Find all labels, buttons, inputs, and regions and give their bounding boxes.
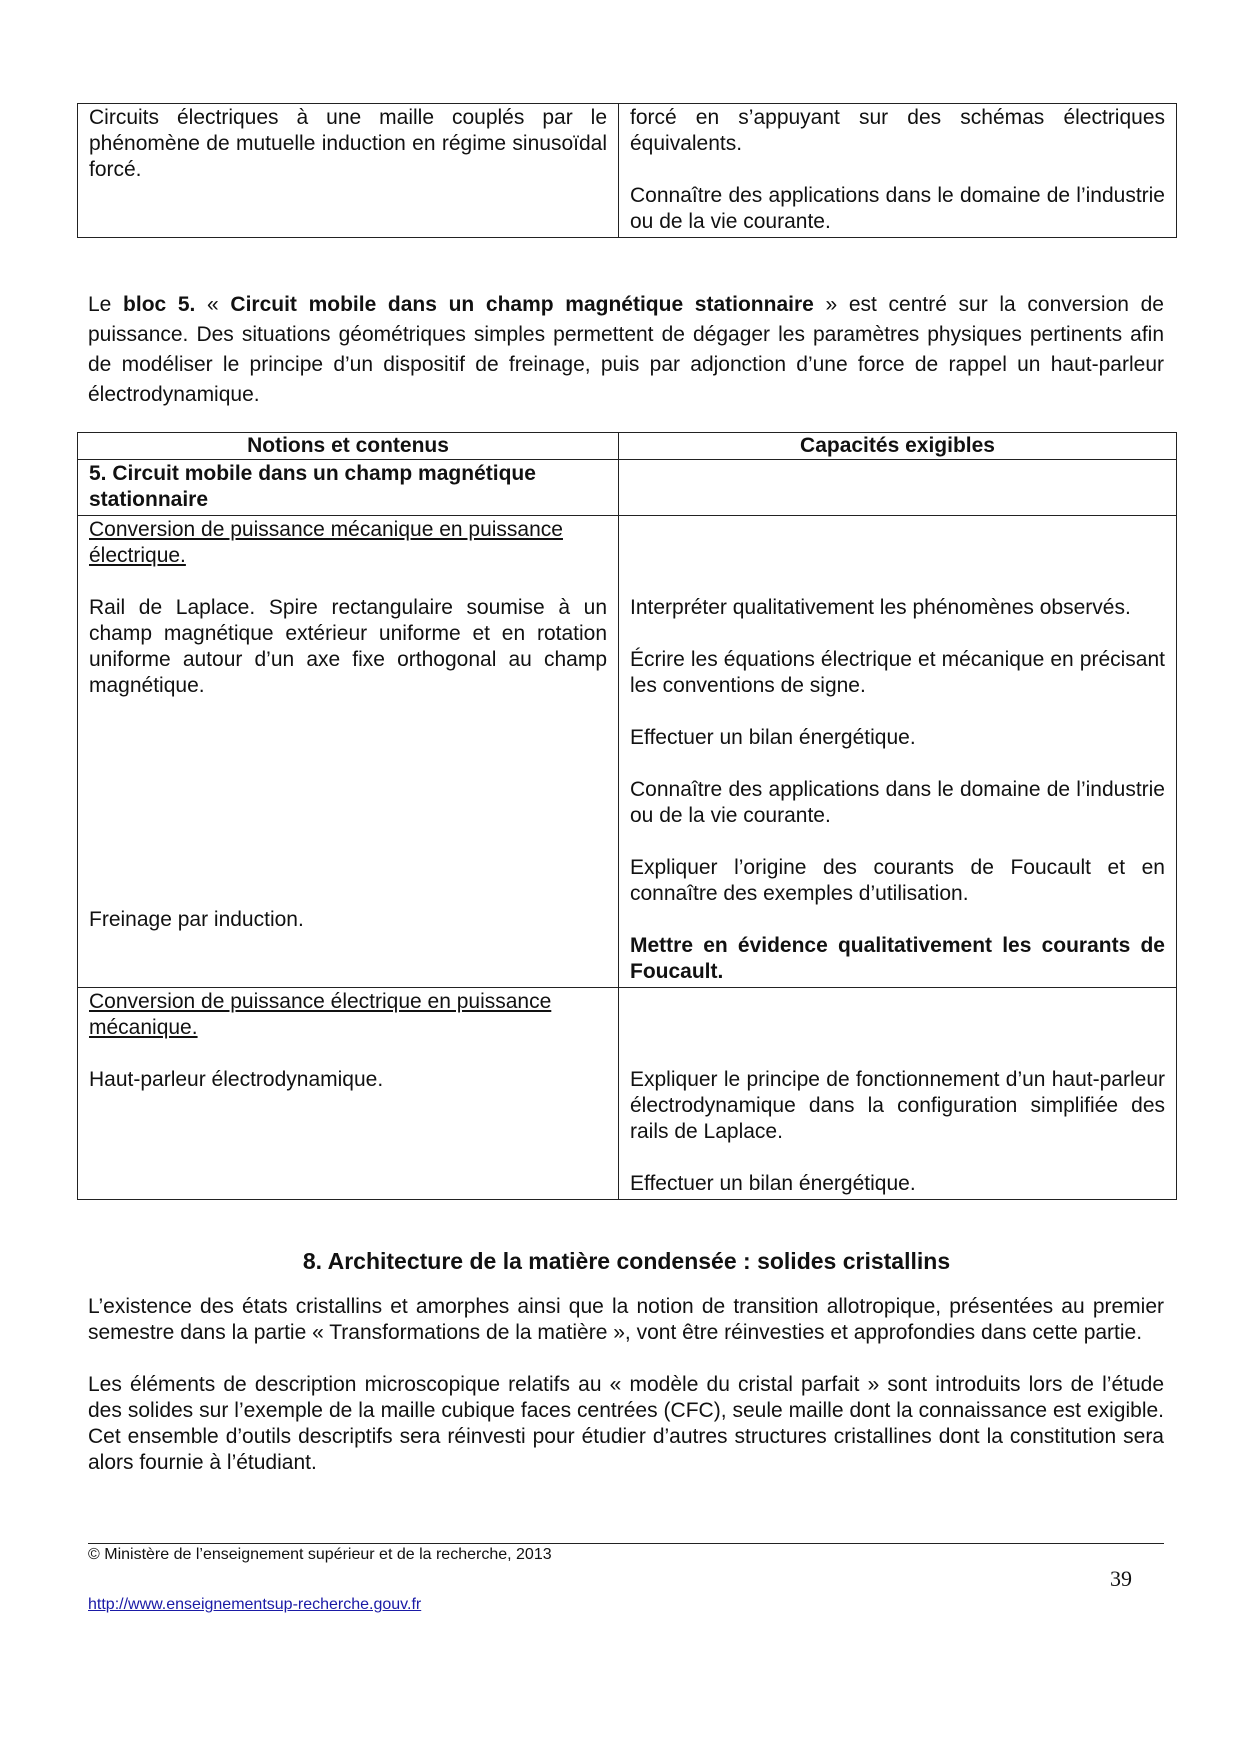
notion-text: Rail de Laplace. Spire rectangulaire soumise à un champ magnétique extérieur uniforme et en rotation uniforme autour d’un axe fixe orthogonal au champ magnétique. bbox=[89, 596, 607, 697]
section-8-title: 8. Architecture de la matière condensée : solides cristallins bbox=[302, 1248, 951, 1274]
table-row bbox=[78, 988, 1177, 1200]
capacity-text: forcé en s’appuyant sur des schémas électriques équivalents. bbox=[630, 106, 1165, 155]
footer-link[interactable]: http://www.enseignementsup-recherche.gouv.fr bbox=[88, 1596, 422, 1613]
bloc-label: bloc 5. bbox=[123, 293, 196, 316]
capacity-text: Connaître des applications dans le domaine de l’industrie ou de la vie courante. bbox=[630, 778, 1165, 827]
notion-text: Haut-parleur électrodynamique. bbox=[89, 1068, 384, 1091]
subsection-heading: Conversion de puissance électrique en puissance mécanique. bbox=[89, 990, 552, 1039]
capacity-text: Interpréter qualitativement les phénomènes observés. bbox=[630, 596, 1131, 619]
footer-divider bbox=[88, 1543, 1164, 1544]
notion-text: Circuits électriques à une maille couplés par le phénomène de mutuelle induction en régime sinusoïdal forcé. bbox=[89, 106, 607, 181]
column-header-notions: Notions et contenus bbox=[78, 433, 619, 460]
continued-program-table bbox=[77, 103, 1177, 238]
subsection-heading: Conversion de puissance mécanique en puissance électrique. bbox=[89, 518, 563, 567]
bloc-title: Circuit mobile dans un champ magnétique stationnaire bbox=[230, 293, 814, 316]
notion-cell bbox=[78, 104, 619, 238]
table-row bbox=[78, 460, 1177, 516]
section-8-paragraph: L’existence des états cristallins et amorphes ainsi que la notion de transition allotropique, présentées au premier semestre dans la partie « Transformations de la matière », vont être réinvesties et approfondies dans cette partie. bbox=[88, 1295, 1164, 1344]
capacity-cell bbox=[619, 516, 1177, 988]
section-title-cell: 5. Circuit mobile dans un champ magnétique stationnaire bbox=[78, 460, 619, 516]
capacity-cell bbox=[619, 104, 1177, 238]
footer-copyright: © Ministère de l’enseignement supérieur et de la recherche, 2013 bbox=[88, 1546, 552, 1563]
column-header-capacites: Capacités exigibles bbox=[619, 433, 1177, 460]
notion-cell bbox=[78, 988, 619, 1200]
page-number: 39 bbox=[1110, 1566, 1132, 1591]
bloc-5-program-table bbox=[77, 432, 1177, 1200]
empty-cell bbox=[619, 460, 1177, 516]
capacity-text: Écrire les équations électrique et mécanique en précisant les conventions de signe. bbox=[630, 648, 1165, 697]
capacity-text: Connaître des applications dans le domaine de l’industrie ou de la vie courante. bbox=[630, 184, 1165, 233]
capacity-text: Expliquer l’origine des courants de Foucault et en connaître des exemples d’utilisation. bbox=[630, 856, 1165, 905]
capacity-text: Effectuer un bilan énergétique. bbox=[630, 1172, 916, 1195]
bloc-5-intro: Le bloc 5. « Circuit mobile dans un champ magnétique stationnaire » est centré sur la conversion de puissance. Des situations géométriques simples permettent de dégager les paramètres physiques pertinents afin de modéliser le principe d’un dispositif de freinage, puis par adjonction d’une force de rappel un haut-parleur électrodynamique. bbox=[88, 293, 1164, 406]
capacity-text-bold: Mettre en évidence qualitativement les courants de Foucault. bbox=[630, 934, 1165, 983]
notion-cell bbox=[78, 516, 619, 988]
table-row bbox=[78, 516, 1177, 988]
notion-text: Freinage par induction. bbox=[89, 908, 304, 931]
capacity-text: Effectuer un bilan énergétique. bbox=[630, 726, 916, 749]
section-8-paragraph: Les éléments de description microscopique relatifs au « modèle du cristal parfait » sont introduits lors de l’étude des solides sur l’exemple de la maille cubique faces centrées (CFC), seule maille dont la connaissance est exigible. Cet ensemble d’outils descriptifs sera réinvesti pour étudier d’autres structures cristallines dont la constitution sera alors fournie à l’étudiant. bbox=[88, 1373, 1164, 1474]
table-row bbox=[78, 104, 1177, 238]
capacity-cell bbox=[619, 988, 1177, 1200]
table-header-row bbox=[78, 433, 1177, 460]
capacity-text: Expliquer le principe de fonctionnement d’un haut-parleur électrodynamique dans la configuration simplifiée des rails de Laplace. bbox=[630, 1068, 1165, 1143]
